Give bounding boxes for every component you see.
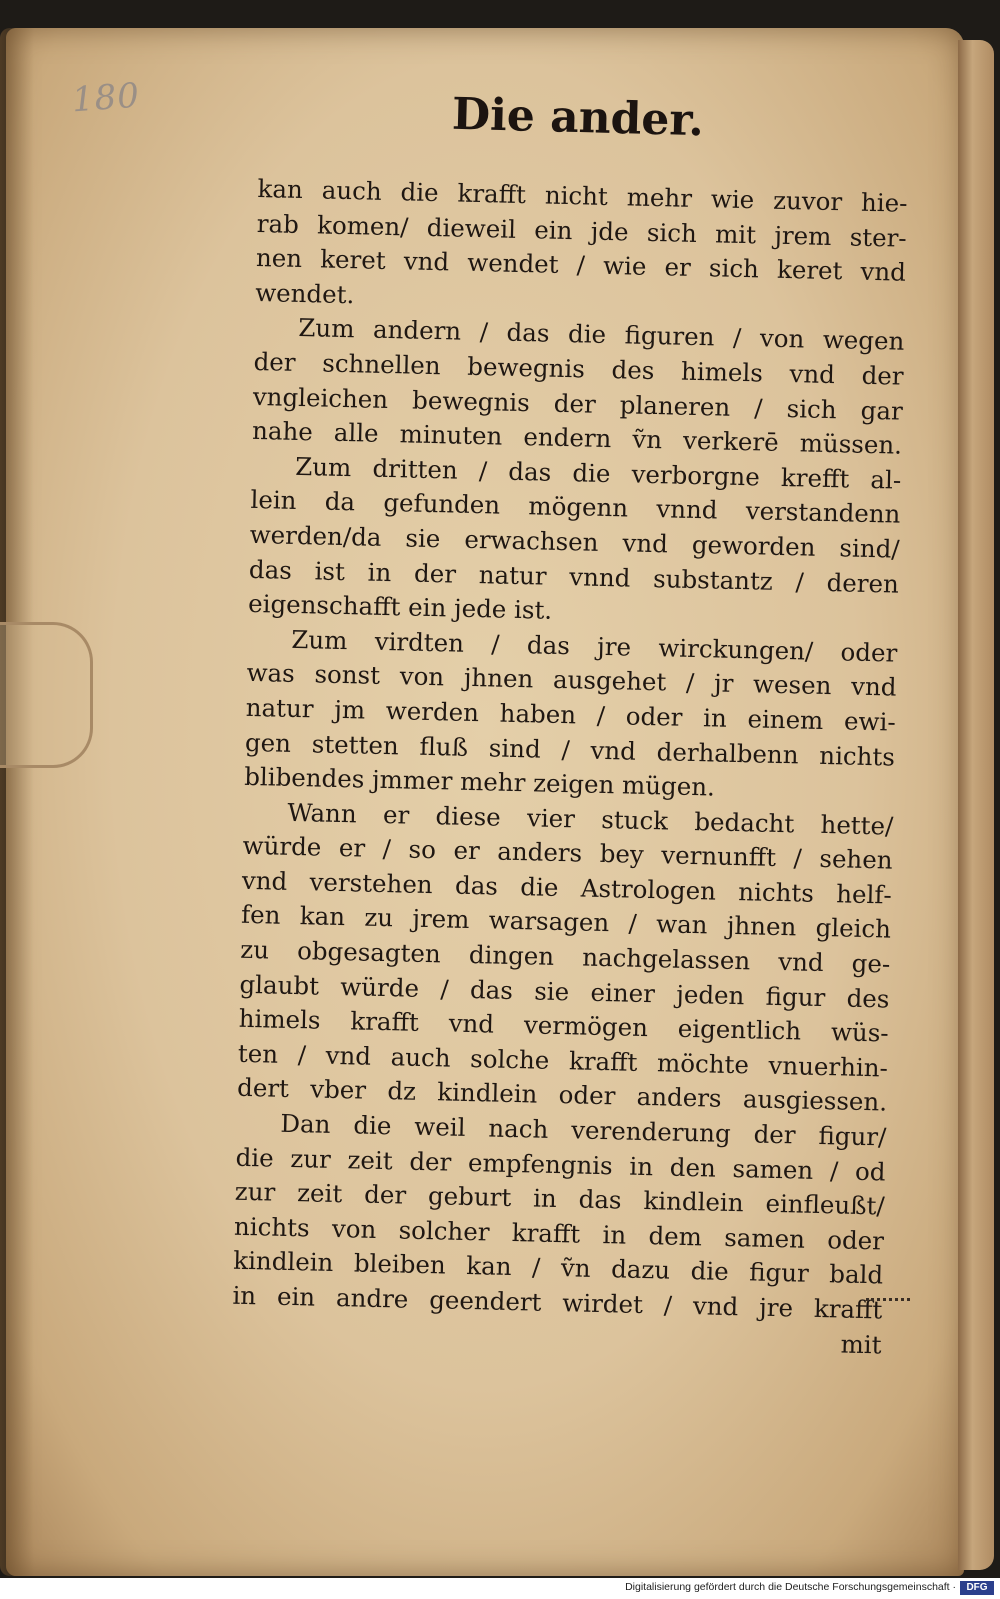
funding-credit: Digitalisierung gefördert durch die Deutsche Forschungsgemeinschaft ·: [625, 1581, 956, 1593]
page-edge: [958, 40, 994, 1570]
text-line: lein da gefunden mögenn vnnd verstandenn: [250, 485, 901, 530]
text-line: himels krafft vnd vermögen eigentlich wüs‑: [238, 1004, 889, 1048]
text-line: zur zeit der geburt in das kindlein einfleußt/: [234, 1176, 886, 1221]
text-line: glaubt würde / das sie einer jeden figur des: [239, 969, 890, 1014]
text-line: rab komen/ dieweil ein jde sich mit jrem ster‑: [256, 208, 908, 253]
body-text: [231, 172, 908, 1363]
text-line: dert vber dz kindlein oder anders ausgiessen.: [236, 1073, 888, 1117]
text-line: Zum virdten / das jre wirckungen/ oder: [291, 624, 898, 668]
text-line: kindlein bleiben kan / ṽn dazu die figur bald: [232, 1246, 884, 1290]
text-line: Zum dritten / das die verborgne krefft al‑: [295, 451, 902, 495]
text-line: die zur zeit der empfengnis in den samen / od: [235, 1142, 886, 1187]
text-line: ten / vnd auch solche krafft möchte vnuerhin‑: [237, 1038, 889, 1083]
text-line: in ein andre geendert wirdet / vnd jre krafft: [232, 1280, 883, 1325]
text-line: Wann er diese vier stuck bedacht hette/: [287, 797, 894, 841]
text-line: nen keret vnd wendet / wie er sich keret vnd: [255, 243, 907, 287]
footer-bar: [0, 1578, 1000, 1599]
catchword: mit: [840, 1329, 882, 1360]
text-line: was sonst von jhnen ausgehet / jr wesen vnd: [246, 658, 897, 702]
text-line: nichts von solcher krafft in dem samen oder: [233, 1211, 885, 1256]
text-line: Zum andern / das die figuren / von wegen: [298, 313, 905, 357]
catchword-underline: [866, 1298, 910, 1301]
folio-number: 180: [70, 75, 142, 121]
text-line: zu obgesagten dingen nachgelassen vnd ge‑: [240, 934, 891, 979]
text-line: wendet.: [254, 277, 355, 309]
running-heading: Die ander.: [451, 88, 705, 147]
gutter-shadow: [0, 28, 34, 1576]
text-line: der schnellen bewegnis des himels vnd der: [253, 346, 904, 391]
dfg-logo: DFG: [960, 1581, 994, 1595]
text-line: werden/da sie erwachsen vnd geworden sind/: [249, 519, 900, 564]
text-line: blibendes jmmer mehr zeigen mügen.: [243, 761, 716, 802]
text-line: fen kan zu jrem warsagen / wan jhnen gleich: [240, 900, 892, 945]
page-tab-mark: [0, 622, 93, 768]
text-line: kan auch die krafft nicht mehr wie zuvor hie‑: [257, 173, 908, 218]
text-line: Dan die weil nach verenderung der figur/: [280, 1108, 887, 1152]
text-line: würde er / so er anders bey vernunfft / sehen: [242, 831, 893, 875]
text-line: eigenschafft ein jede ist.: [247, 589, 553, 625]
text-line: nahe alle minuten endern ṽn verkerē müssen.: [251, 416, 903, 460]
text-line: natur jm werden haben / oder in einem ewi‑: [245, 692, 897, 737]
text-line: das ist in der natur vnnd substantz / deren: [248, 554, 900, 599]
text-line: gen stetten fluß sind / vnd derhalbenn nichts: [244, 727, 896, 772]
text-line: vngleichen bewegnis der planeren / sich gar: [252, 381, 904, 426]
text-line: vnd verstehen das die Astrologen nichts helf‑: [241, 865, 893, 910]
